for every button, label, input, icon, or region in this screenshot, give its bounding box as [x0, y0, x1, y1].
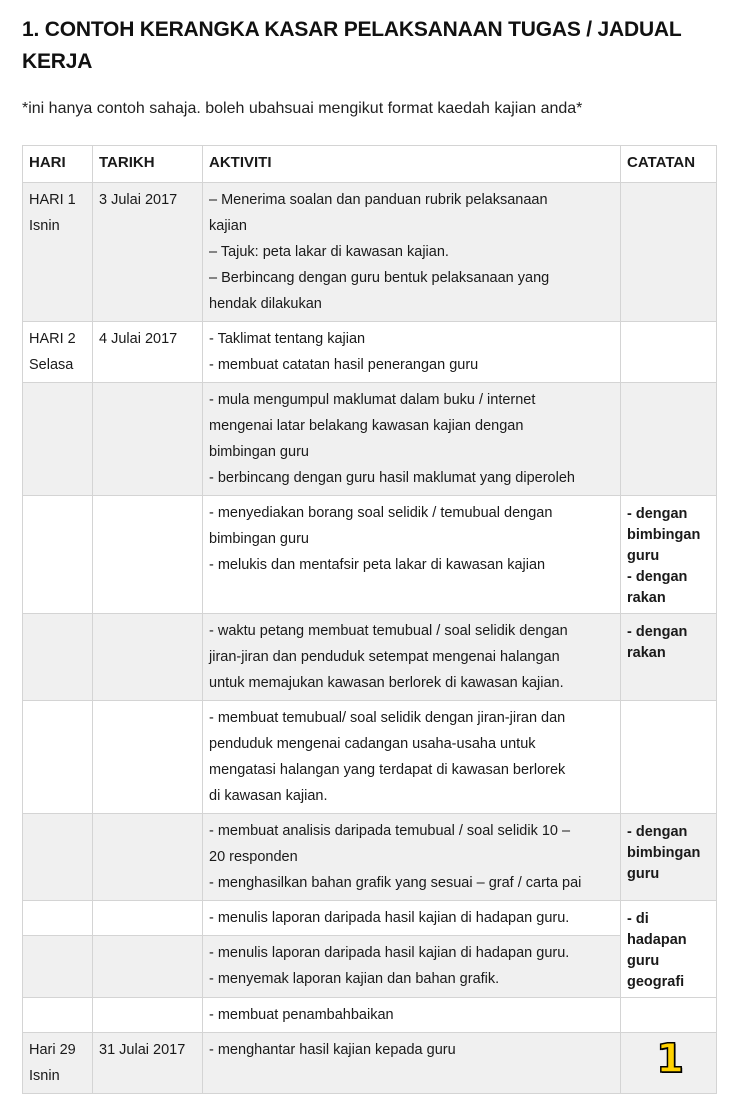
tarikh-cell — [93, 701, 203, 814]
catatan-cell — [621, 701, 717, 814]
tarikh-cell — [93, 998, 203, 1033]
activity-line: – Berbincang dengan guru bentuk pelaksanaan yang — [209, 270, 550, 286]
catatan-line: guru — [627, 548, 660, 564]
table-row — [23, 183, 717, 322]
header-tarikh: TARIKH — [93, 146, 203, 183]
activity-line: - mula mengumpul maklumat dalam buku / internet — [209, 392, 536, 408]
table-row — [23, 383, 717, 496]
hari-cell — [23, 701, 93, 814]
table-row — [23, 496, 717, 614]
table-header-row — [23, 146, 717, 183]
aktiviti-cell — [203, 901, 621, 936]
tarikh-cell — [93, 936, 203, 998]
activity-line: - menulis laporan daripada hasil kajian di hadapan guru. — [209, 910, 570, 926]
activity-line: mengenai latar belakang kawasan kajian dengan — [209, 418, 524, 434]
aktiviti-cell — [203, 614, 621, 701]
tarikh-cell: 31 Julai 2017 — [93, 1033, 203, 1094]
note-text: *ini hanya contoh sahaja. boleh ubahsuai mengikut format kaedah kajian anda* — [22, 100, 583, 117]
catatan-cell — [621, 901, 717, 998]
catatan-line: guru — [627, 953, 660, 969]
hari-label: Hari 29 — [29, 1042, 76, 1058]
day-name: Isnin — [29, 218, 60, 234]
activity-line: bimbingan guru — [209, 531, 309, 547]
table-row — [23, 614, 717, 701]
catatan-cell — [621, 322, 717, 383]
table-row — [23, 1033, 717, 1094]
activity-line: hendak dilakukan — [209, 296, 322, 312]
tarikh-cell — [93, 814, 203, 901]
catatan-line: guru — [627, 866, 660, 882]
catatan-cell — [621, 496, 717, 614]
catatan-cell — [621, 814, 717, 901]
table-row — [23, 901, 717, 936]
table-row — [23, 998, 717, 1033]
activity-line: penduduk mengenai cadangan usaha-usaha untuk — [209, 736, 536, 752]
table-row — [23, 936, 717, 998]
hari-cell — [23, 814, 93, 901]
day-name: Isnin — [29, 1068, 60, 1084]
activity-line: 20 responden — [209, 849, 298, 865]
aktiviti-cell — [203, 936, 621, 998]
activity-line: - membuat analisis daripada temubual / soal selidik 10 – — [209, 823, 571, 839]
activity-line: kajian — [209, 218, 247, 234]
activity-line: - membuat temubual/ soal selidik dengan jiran-jiran dan — [209, 710, 566, 726]
hari-cell — [23, 322, 93, 383]
tarikh-cell: 4 Julai 2017 — [93, 322, 203, 383]
catatan-cell — [621, 614, 717, 701]
aktiviti-cell — [203, 496, 621, 614]
page-title: 1. CONTOH KERANGKA KASAR PELAKSANAAN TUGAS / JADUAL KERJA — [22, 18, 682, 73]
aktiviti-cell — [203, 1033, 621, 1094]
aktiviti-cell — [203, 701, 621, 814]
hari-cell — [23, 383, 93, 496]
activity-line: - waktu petang membuat temubual / soal selidik dengan — [209, 623, 568, 639]
schedule-table — [22, 145, 717, 1094]
catatan-cell — [621, 998, 717, 1033]
hari-label: HARI 1 — [29, 192, 76, 208]
activity-line: - menyemak laporan kajian dan bahan grafik. — [209, 971, 500, 988]
activity-line: - Taklimat tentang kajian — [209, 331, 366, 347]
table-row — [23, 814, 717, 901]
activity-line: – Tajuk: peta lakar di kawasan kajian. — [209, 244, 449, 260]
activity-line: bimbingan guru — [209, 444, 309, 460]
catatan-line: geografi — [627, 974, 685, 990]
catatan-line: - dengan — [627, 569, 688, 585]
catatan-cell — [621, 1033, 717, 1094]
hari-cell — [23, 936, 93, 998]
hari-cell — [23, 998, 93, 1033]
tarikh-cell: 3 Julai 2017 — [93, 183, 203, 322]
aktiviti-cell — [203, 183, 621, 322]
activity-line: - membuat penambahbaikan — [209, 1007, 394, 1023]
activity-line: – Menerima soalan dan panduan rubrik pelaksanaan — [209, 192, 548, 208]
activity-line: - menyediakan borang soal selidik / temubual dengan — [209, 505, 553, 521]
table-row — [23, 701, 717, 814]
catatan-line: - di — [627, 911, 649, 927]
activity-line: mengatasi halangan yang terdapat di kawasan berlorek — [209, 762, 566, 778]
tarikh-cell — [93, 901, 203, 936]
catatan-cell — [621, 383, 717, 496]
catatan-cell — [621, 183, 717, 322]
hari-label: HARI 2 — [29, 331, 76, 347]
aktiviti-cell — [203, 322, 621, 383]
aktiviti-cell — [203, 998, 621, 1033]
table-row — [23, 322, 717, 383]
catatan-line: - dengan — [627, 824, 688, 840]
hari-cell — [23, 496, 93, 614]
activity-line: di kawasan kajian. — [209, 788, 328, 804]
hari-cell — [23, 614, 93, 701]
tarikh-cell — [93, 614, 203, 701]
day-name: Selasa — [29, 357, 74, 373]
catatan-line: - dengan — [627, 624, 688, 640]
header-aktiviti: AKTIVITI — [203, 146, 621, 183]
catatan-line: - dengan — [627, 506, 688, 522]
activity-line: untuk memajukan kawasan berlorek di kawasan kajian. — [209, 675, 564, 691]
catatan-line: rakan — [627, 590, 666, 606]
header-catatan: CATATAN — [621, 146, 717, 183]
tarikh-cell — [93, 383, 203, 496]
activity-line: - membuat catatan hasil penerangan guru — [209, 357, 479, 373]
catatan-line: bimbingan — [627, 527, 701, 543]
tarikh-cell — [93, 496, 203, 614]
aktiviti-cell — [203, 814, 621, 901]
activity-line: - berbincang dengan guru hasil maklumat yang diperoleh — [209, 470, 575, 486]
number-badge: 1 — [656, 1036, 684, 1082]
hari-cell — [23, 901, 93, 936]
activity-line: - menulis laporan daripada hasil kajian di hadapan guru. — [209, 945, 570, 962]
activity-line: - menghasilkan bahan grafik yang sesuai – graf / carta pai — [209, 875, 582, 891]
aktiviti-cell — [203, 383, 621, 496]
catatan-line: bimbingan — [627, 845, 701, 861]
activity-line: jiran-jiran dan penduduk setempat mengenai halangan — [209, 649, 560, 665]
hari-cell — [23, 183, 93, 322]
header-hari: HARI — [23, 146, 93, 183]
activity-line: - melukis dan mentafsir peta lakar di kawasan kajian — [209, 557, 546, 573]
catatan-line: hadapan — [627, 932, 687, 948]
hari-cell — [23, 1033, 93, 1094]
catatan-line: rakan — [627, 645, 666, 661]
activity-line: - menghantar hasil kajian kepada guru — [209, 1042, 456, 1058]
